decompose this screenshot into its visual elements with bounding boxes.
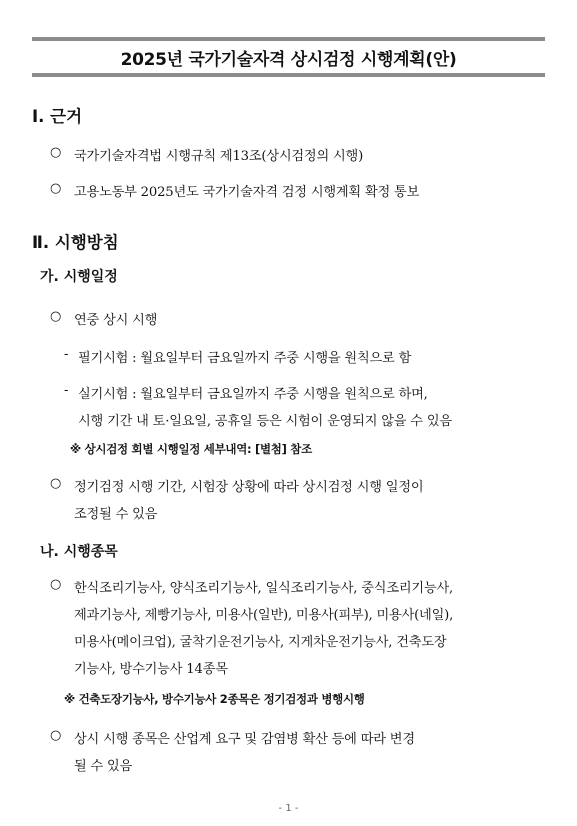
b-note: ※ 건축도장기능사, 방수기능사 2종목은 정기검정과 병행시행 <box>64 692 365 706</box>
s1-item-2: 고용노동부 2025년도 국가기술자격 검정 시행계획 확정 통보 <box>74 185 420 200</box>
bullet-icon: ○ <box>50 728 62 743</box>
bullet-icon: ○ <box>50 145 62 160</box>
b-item-1-line-1: 한식조리기능사, 양식조리기능사, 일식조리기능사, 중식조리기능사, <box>74 581 454 596</box>
b-item-2-line-1: 상시 시행 종목은 산업계 요구 및 감염병 확산 등에 따라 변경 <box>74 732 415 747</box>
bullet-icon: ○ <box>50 309 62 324</box>
bullet-icon: ○ <box>50 577 62 592</box>
dash-icon: - <box>64 347 69 362</box>
a-item-2-line-1: 정기검정 시행 기간, 시험장 상황에 따라 상시검정 시행 일정이 <box>74 480 424 495</box>
dash-icon: - <box>64 383 69 398</box>
a-dash-2-line-2: 시행 기간 내 토·일요일, 공휴일 등은 시험이 운영되지 않을 수 있음 <box>78 414 452 429</box>
a-item-1: 연중 상시 시행 <box>74 313 158 328</box>
s1-item-1: 국가기술자격법 시행규칙 제13조(상시검정의 시행) <box>74 149 364 164</box>
a-note: ※ 상시검정 회별 시행일정 세부내역: [별첨] 참조 <box>70 442 312 456</box>
subsection-a-heading: 가. 시행일정 <box>40 269 118 285</box>
section-2-heading: Ⅱ. 시행방침 <box>32 233 119 252</box>
b-item-1-line-2: 제과기능사, 제빵기능사, 미용사(일반), 미용사(피부), 미용사(네일), <box>74 608 454 623</box>
bullet-icon: ○ <box>50 181 62 196</box>
page-number: - 1 - <box>278 803 299 814</box>
b-item-1-line-4: 기능사, 방수기능사 14종목 <box>74 662 228 677</box>
b-item-2-line-2: 될 수 있음 <box>74 759 133 774</box>
a-dash-2-line-1: 실기시험 : 월요일부터 금요일까지 주중 시행을 원칙으로 하며, <box>78 387 428 402</box>
a-item-2-line-2: 조정될 수 있음 <box>74 507 158 522</box>
bullet-icon: ○ <box>50 476 62 491</box>
title-box <box>32 37 545 77</box>
subsection-b-heading: 나. 시행종목 <box>40 544 118 560</box>
document-title: 2025년 국가기술자격 상시검정 시행계획(안) <box>120 49 457 70</box>
b-item-1-line-3: 미용사(메이크업), 굴착기운전기능사, 지게차운전기능사, 건축도장 <box>74 635 447 650</box>
section-1-heading: Ⅰ. 근거 <box>32 107 83 126</box>
a-dash-1: 필기시험 : 월요일부터 금요일까지 주중 시행을 원칙으로 함 <box>78 351 412 366</box>
